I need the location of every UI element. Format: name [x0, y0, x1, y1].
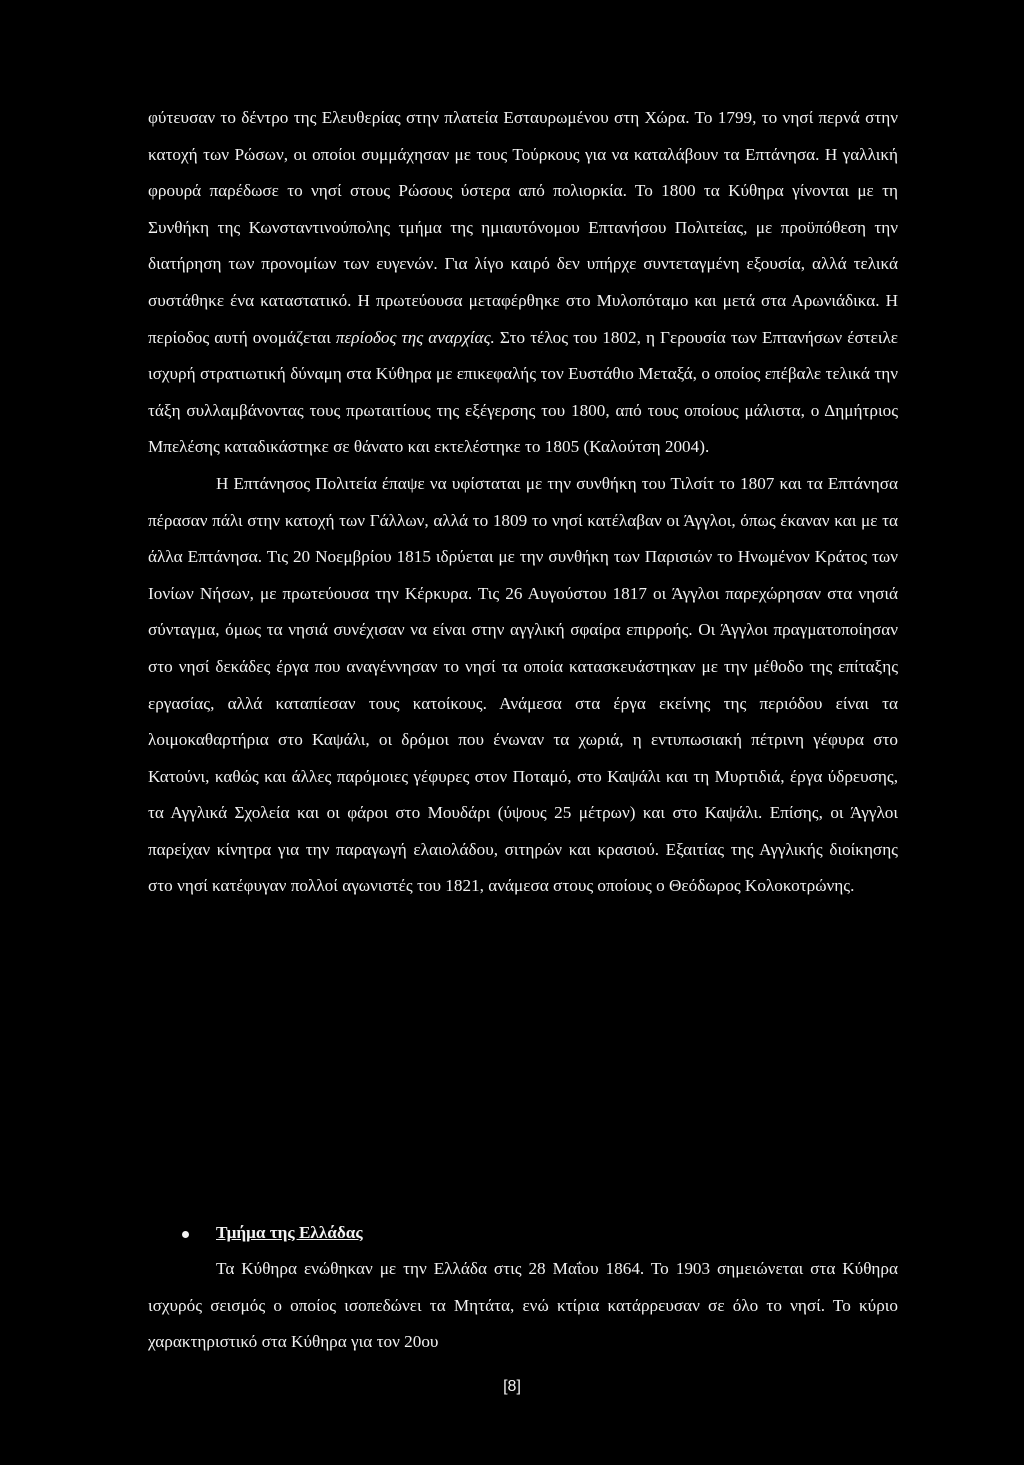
paragraph-1-text-start: φύτευσαν το δέντρο της Ελευθερίας στην πλατεία Εσταυρωμένου στη Χώρα. Το 1799, το νησί περνά στην κατοχή των Ρώσων, οι οποίοι συμμάχησαν με τους Τούρκους για να καταλάβουν τα Επτάνησα. Η γαλλική φρουρά παρέδωσε το νησί στους Ρώσους ύστερα από πολιορκία. Το 1800 τα Κύθηρα γίνονται με τη Συνθήκη της Κωνσταντινούπολης τμήμα της ημιαυτόνομου Επτανήσου Πολιτείας, με προϋπόθεση την διατήρηση των προνομίων των ευγενών. Για λίγο καιρό δεν υπήρχε συντεταγμένη εξουσία, αλλά τελικά συστάθηκε ένα καταστατικό. Η πρωτεύουσα μεταφέρθηκε στο Μυλοπόταμο και μετά στα Αρωνιάδικα. Η περίοδος αυτή ονομάζεται [148, 108, 898, 347]
section-heading-row [148, 1215, 898, 1251]
page-number: [8] [503, 1378, 521, 1395]
paragraph-1 [148, 100, 898, 466]
bullet-icon [182, 1231, 189, 1238]
paragraph-2: Η Επτάνησος Πολιτεία έπαψε να υφίσταται με την συνθήκη του Τιλσίτ το 1807 και τα Επτάνησα πέρασαν πάλι στην κατοχή των Γάλλων, αλλά το 1809 το νησί κατέλαβαν οι Άγγλοι, όπως έκαναν και με τα άλλα Επτάνησα. Τις 20 Νοεμβρίου 1815 ιδρύεται με την συνθήκη των Παρισιών το Ηνωμένον Κράτος των Ιονίων Νήσων, με πρωτεύουσα την Κέρκυρα. Τις 26 Αυγούστου 1817 οι Άγγλοι παρεχώρησαν στα νησιά σύνταγμα, όμως τα νησιά συνέχισαν να είναι στην αγγλική σφαίρα επιρροής. Οι Άγγλοι πραγματοποίησαν στο νησί δεκάδες έργα που αναγέννησαν το νησί τα οποία κατασκευάστηκαν με την μέθοδο της επίταξης εργασίας, αλλά καταπίεσαν τους κατοίκους. Ανάμεσα στα έργα εκείνης της περιόδου είναι τα λοιμοκαθαρτήρια στο Καψάλι, οι δρόμοι που ένωναν τα χωριά, η εντυπωσιακή πέτρινη γέφυρα στο Κατούνι, καθώς και άλλες παρόμοιες γέφυρες στον Ποταμό, στο Καψάλι και τη Μυρτιδιά, έργα ύδρευσης, τα Αγγλικά Σχολεία και οι φάροι στο Μουδάρι (ύψους 25 μέτρων) και στο Καψάλι. Επίσης, οι Άγγλοι παρείχαν κίνητρα για την παραγωγή ελαιολάδου, σιτηρών και κρασιού. Εξαιτίας της Αγγλικής διοίκησης στο νησί κατέφυγαν πολλοί αγωνιστές του 1821, ανάμεσα στους οποίους ο Θεόδωρος Κολοκοτρώνης. [148, 473, 898, 896]
section-heading: Τμήμα της Ελλάδας [216, 1223, 363, 1242]
section-modern-greece [148, 1215, 898, 1361]
paragraph-1-italic-term: περίοδος της αναρχίας. [335, 327, 495, 347]
section-body: Τα Κύθηρα ενώθηκαν με την Ελλάδα στις 28 Μαΐου 1864. Το 1903 σημειώνεται στα Κύθηρα ισχυρός σεισμός ο οποίος ισοπεδώνει τα Μητάτα, ενώ κτίρια κατάρρευσαν σε όλο το νησί. Το κύριο χαρακτηριστικό στα Κύθηρα για τον 20ου [148, 1259, 898, 1352]
paragraph-1-text-end: Στο τέλος του 1802, η Γερουσία των Επτανήσων έστειλε ισχυρή στρατιωτική δύναμη στα Κύθηρα με επικεφαλής τον Ευστάθιο Μεταξά, ο οποίος επέβαλε τελικά την τάξη συλλαμβάνοντας τους πρωταιτίους της εξέγερσης του 1800, από τους οποίους μάλιστα, ο Δημήτριος Μπελέσης καταδικάστηκε σε θάνατο και εκτελέστηκε το 1805 (Καλούτση 2004). [148, 327, 899, 457]
body-text [148, 100, 898, 905]
